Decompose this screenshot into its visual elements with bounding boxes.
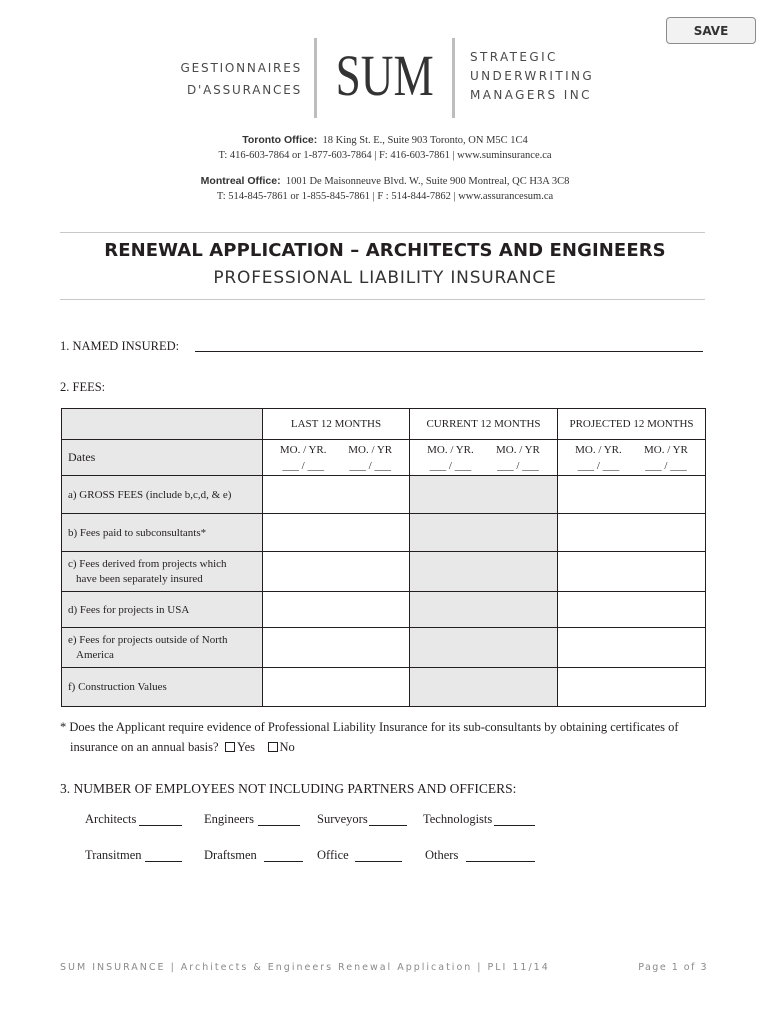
dates-projected-from-field[interactable]: ___ / ___ <box>577 459 620 472</box>
engineers-label: Engineers <box>204 812 254 826</box>
fees-label: 2. FEES: <box>60 380 106 394</box>
subconsultant-note-line2 <box>70 740 295 755</box>
outside-na-projected-input[interactable] <box>558 628 706 668</box>
logo-left-line1: GESTIONNAIRES <box>180 61 302 75</box>
others-label: Others <box>425 848 459 862</box>
separately-insured-last-input[interactable] <box>263 552 410 592</box>
page-number: Page 1 of 3 <box>638 962 708 973</box>
named-insured-label: 1. NAMED INSURED: <box>60 339 180 353</box>
architects-label: Architects <box>85 812 137 826</box>
dates-projected-from-label: MO. / YR. <box>575 443 622 456</box>
transitmen-label: Transitmen <box>85 848 142 862</box>
fees-header-blank <box>62 409 263 440</box>
montreal-address: 1001 De Maisonneuve Blvd. W., Suite 900 Montreal, QC H3A 3C8 <box>285 176 570 187</box>
logo-right-text <box>470 48 630 105</box>
technologists-label: Technologists <box>423 812 493 826</box>
dates-current-to-label: MO. / YR <box>495 443 540 456</box>
row-separately-insured-line1: c) Fees derived from projects which <box>68 557 227 570</box>
outside-na-current-input[interactable] <box>410 628 558 668</box>
montreal-office-address <box>0 175 770 187</box>
row-usa-projects: d) Fees for projects in USA <box>62 592 263 628</box>
row-outside-north-america <box>62 628 263 668</box>
montreal-contact: T: 514-845-7861 or 1-855-845-7861 | F : 514-844-7862 | www.assurancesum.ca <box>216 191 554 202</box>
dates-label-text: Dates <box>68 450 96 464</box>
footer-text: SUM INSURANCE | Architects & Engineers Renewal Application | PLI 11/14 <box>60 962 550 973</box>
page-title: RENEWAL APPLICATION – ARCHITECTS AND ENGINEERS <box>104 240 666 261</box>
employees-label: 3. NUMBER OF EMPLOYEES NOT INCLUDING PARTNERS AND OFFICERS: <box>60 781 517 796</box>
subconsultants-last-input[interactable] <box>263 514 410 552</box>
logo-left-text <box>150 57 302 101</box>
dates-label <box>62 440 263 476</box>
gross-fees-current-input[interactable] <box>410 476 558 514</box>
col-projected-12-months: PROJECTED 12 MONTHS <box>558 409 706 440</box>
dates-last-from-label: MO. / YR. <box>279 443 327 456</box>
row-construction-values: f) Construction Values <box>62 668 263 707</box>
office-label: Office <box>317 848 349 862</box>
dates-current-from-label: MO. / YR. <box>427 443 474 456</box>
toronto-address: 18 King St. E., Suite 903 Toronto, ON M5C 1C4 <box>322 135 528 146</box>
logo-divider-right <box>452 38 455 118</box>
technologists-field[interactable] <box>494 825 535 826</box>
row-separately-insured-line2: have been separately insured <box>76 572 203 585</box>
dates-current-to-field[interactable]: ___ / ___ <box>497 459 539 472</box>
named-insured-field[interactable] <box>195 351 703 352</box>
title-rule-bottom <box>60 299 705 300</box>
office-field[interactable] <box>355 861 402 862</box>
save-button[interactable]: SAVE <box>666 17 756 44</box>
others-field[interactable] <box>466 861 535 862</box>
dates-last-to-label: MO. / YR <box>348 443 393 456</box>
logo-right-line2: UNDERWRITING <box>470 69 595 83</box>
separately-insured-current-input[interactable] <box>410 552 558 592</box>
col-last-12-months: LAST 12 MONTHS <box>263 409 410 440</box>
usa-projects-projected-input[interactable] <box>558 592 706 628</box>
dates-current[interactable] <box>410 440 558 476</box>
transitmen-field[interactable] <box>145 861 182 862</box>
subconsultants-projected-input[interactable] <box>558 514 706 552</box>
engineers-field[interactable] <box>258 825 300 826</box>
separately-insured-projected-input[interactable] <box>558 552 706 592</box>
dates-last[interactable] <box>263 440 410 476</box>
toronto-office-address <box>0 134 770 146</box>
subconsultant-note-question: insurance on an annual basis? <box>70 740 219 754</box>
no-checkbox[interactable] <box>268 742 278 752</box>
row-outside-north-america-line1: e) Fees for projects outside of North <box>68 633 228 646</box>
toronto-contact: T: 416-603-7864 or 1-877-603-7864 | F: 416-603-7861 | www.suminsurance.ca <box>218 150 552 161</box>
outside-na-last-input[interactable] <box>263 628 410 668</box>
subconsultants-current-input[interactable] <box>410 514 558 552</box>
dates-projected-to-field[interactable]: ___ / ___ <box>645 459 687 472</box>
logo-mark: SUM <box>335 43 434 108</box>
construction-current-input[interactable] <box>410 668 558 707</box>
usa-projects-current-input[interactable] <box>410 592 558 628</box>
page-subtitle: PROFESSIONAL LIABILITY INSURANCE <box>213 268 557 288</box>
dates-last-from-field[interactable]: ___ / ___ <box>282 459 324 472</box>
architects-field[interactable] <box>139 825 182 826</box>
construction-last-input[interactable] <box>263 668 410 707</box>
surveyors-label: Surveyors <box>317 812 368 826</box>
yes-checkbox[interactable] <box>225 742 235 752</box>
row-subconsultants: b) Fees paid to subconsultants* <box>62 514 263 552</box>
title-rule-top <box>60 232 705 233</box>
draftsmen-field[interactable] <box>264 861 303 862</box>
gross-fees-last-input[interactable] <box>263 476 410 514</box>
row-separately-insured <box>62 552 263 592</box>
dates-last-to-field[interactable]: ___ / ___ <box>349 459 391 472</box>
logo-right-line3: MANAGERS INC <box>470 88 592 102</box>
usa-projects-last-input[interactable] <box>263 592 410 628</box>
no-label: No <box>279 740 295 754</box>
subconsultant-note-line1: * Does the Applicant require evidence of Professional Liability Insurance for its sub-consultants by obtaining certificates of <box>60 720 679 734</box>
logo-right-line1: STRATEGIC <box>470 50 558 64</box>
draftsmen-label: Draftsmen <box>204 848 257 862</box>
row-outside-north-america-line2: America <box>76 648 114 661</box>
gross-fees-projected-input[interactable] <box>558 476 706 514</box>
col-current-12-months: CURRENT 12 MONTHS <box>410 409 558 440</box>
logo-left-line2: D'ASSURANCES <box>187 83 302 97</box>
fees-table <box>61 408 706 707</box>
dates-projected[interactable] <box>558 440 706 476</box>
construction-projected-input[interactable] <box>558 668 706 707</box>
yes-label: Yes <box>236 740 256 754</box>
dates-projected-to-label: MO. / YR <box>643 443 688 456</box>
logo-divider-left <box>314 38 317 118</box>
toronto-office-label: Toronto Office: <box>242 134 318 146</box>
dates-current-from-field[interactable]: ___ / ___ <box>429 459 472 472</box>
montreal-office-label: Montreal Office: <box>200 175 281 187</box>
row-gross-fees: a) GROSS FEES (include b,c,d, & e) <box>62 476 263 514</box>
surveyors-field[interactable] <box>369 825 407 826</box>
